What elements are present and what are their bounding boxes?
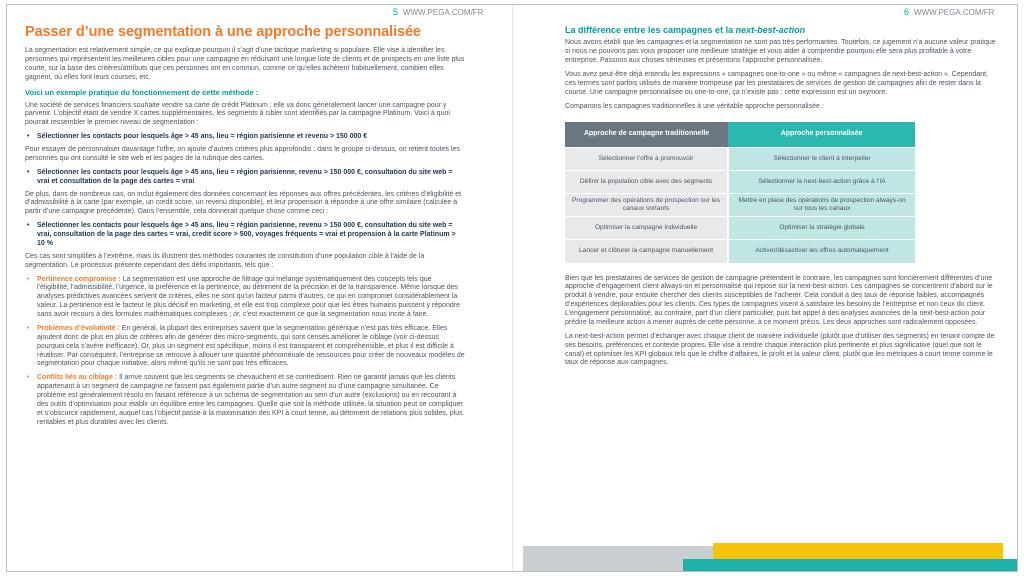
site-url: WWW.PEGA.COM/FR — [403, 8, 484, 17]
table-cell: Définir la population cible avec des segments — [565, 171, 728, 194]
criteria-item: • Sélectionner les contacts pour lesquels âge > 45 ans, lieu = région parisienne, revenu > 150 000 €, consultation du site web = vrai, consultation de la page des cartes = vrai, credit score > 500, voyages fréquents = vrai et propension à la carte Platinum > 10 % — [37, 222, 465, 249]
page-6 — [513, 5, 1018, 571]
paragraph: Ces cas sont simplifiés à l’extrême, mais ils illustrent des méthodes courantes de constitution d’une population cible à l’aide de la segmentation. Le processus présente cependant des défis importants, tels que : — [25, 252, 425, 269]
table-row — [565, 240, 915, 263]
column-header-traditional: Approche de campagne traditionnelle — [565, 122, 728, 148]
page-5 — [7, 5, 512, 571]
section-title-emphasis: next-best-action — [735, 25, 806, 35]
table-cell: Sélectionner la next-best-action grâce à l’IA — [728, 171, 915, 194]
table-cell: Activer/désactiver les offres automatiquement — [728, 240, 915, 263]
paragraph: Bien que les prestataires de services de gestion de campagne prétendent le contraire, les campagnes sont foncièrement différentes d’une approche d’engagement client always-on et personnalisé qui repose sur la next-best-action. Les campagnes se concentrent d’abord sur le produit à vendre, pour ensuite chercher des clients susceptibles de l’acheter. Cela conduit à des taux de réponse faibles, accompagnés d’expériences déplorables pour les clients. Ces types de campagnes visent à satisfaire les besoins de l’entreprise et non ceux du client. L’engagement personnalisé, au contraire, part d’un client particulier, puis fait appel à des analyses avancées de la next-best-action pour prédire la meilleure action à mener auprès de cette personne, à ce moment précis. Les deux approches sont radicalement opposées. — [565, 274, 993, 326]
issue-text: En général, la plupart des entreprises savent que la segmentation générique n’est pas très efficace. Elles ajoutent donc de plus en plus de critères afin de générer des micro-segments, qui sont censés améliorer le ciblage (voir ci-dessus pourquoi cela s’avère inefficace). Or, plus un segment est spécifique, moins il est transparent et compréhensible, et plus il est difficile à réutiliser. Par conséquent, l’entreprise se retrouve à allouer une quantité phénoménale de ressources pour créer de nouveaux modèles de segmentation pour chaque initiative, alors même qu’ils ne sont pas très efficaces. — [37, 324, 465, 368]
page-header-right — [904, 7, 994, 17]
issue-text: Il arrive souvent que les segments se chevauchent et se contredisent. Rien ne garantit jamais que les clients appartenant à un segment de campagne ne fassent pas également partie d’un autre segment ou d’une campagne simultanée. Ce problème est généralement résolu en faisant référence à un schéma de segmentation au sein d’un autre (exclusions) ou en recourant à des outils d’optimisation pour établir un équilibre entre les campagnes. Quelle que soit la méthode utilisée, la situation peut se compliquer et s’obscurcir rapidement, auquel cas l’objectif passe à la maximisation des KPI à court terme, au détriment de relations plus solides, plus rentables et plus durables avec les clients. — [37, 374, 463, 426]
intro-paragraph: La segmentation est relativement simple, ce qui explique pourquoi il s’agit d’une tactique marketing si populaire. Elle vise à identifier les personnes qui représentent les meilleures cibles pour une campagne en réduisant une longue liste de clients et de prospects en une liste plus courte, sur la base des critères/attributs que ces personnes ont en commun, comme ce qu’elles achètent habituellement, combien elles gagnent, où elles font leurs courses, etc. — [25, 47, 465, 82]
table-cell: Sélectionner l’offre à promouvoir — [565, 148, 728, 171]
table-row — [565, 148, 915, 171]
table-cell: Optimiser la stratégie globale — [728, 217, 915, 240]
table-cell: Programmer des opérations de prospection sur les canaux sortants — [565, 194, 728, 217]
paragraph: Une société de services financiers souhaite vendre sa carte de crédit Platinum ; elle va donc généralement lancer une campagne pour y parvenir. L’objectif étant de vendre X cartes supplémentaires, les segments à cibler sont identifiés par la campagne Platinum. Voici à quoi pourrait ressembler le premier niveau de segmentation : — [25, 101, 450, 127]
document-spread — [6, 4, 1018, 572]
comparison-table — [565, 122, 915, 263]
page-6-content — [565, 25, 997, 373]
criteria-item: • Sélectionner les contacts pour lesquels âge > 45 ans, lieu = région parisienne, revenu > 150 000 €, consultation du site web = vrai et consultation de la page des cartes = vrai — [37, 169, 465, 187]
paragraph: Vous avez peut-être déjà entendu les expressions « campagnes one-to-one » ou même « campagnes de next-best-action ». Cependant, ces termes sont parfois utilisés de manière trompeuse par les prestataires de services de gestion de campagnes afin de rester dans la course. Une campagne personnalisée ou one-to-one, ça n’existe pas : cette expression est un oxymore. — [565, 71, 988, 96]
section-title — [565, 25, 997, 36]
table-cell: Mettre en place des opérations de prospection always-on sur tous les canaux — [728, 194, 915, 217]
paragraph: Comparons les campagnes traditionnelles à une véritable approche personnalisée : — [565, 102, 824, 110]
decorative-band-teal — [683, 559, 1018, 571]
issue-lead: Pertinence compromise : — [37, 275, 121, 283]
page-title: Passer d’une segmentation à une approche personnalisée — [25, 24, 421, 40]
paragraph: Pour essayer de personnaliser davantage l’offre, on ajoute d’autres critères plus approfondis : dans le groupe ci-dessus, on retient toutes les personnes qui ont consulté le site web et les pages de la rubrique des cartes. — [25, 146, 460, 162]
table-row — [565, 171, 915, 194]
criteria-item: • Sélectionner les contacts pour lesquels âge > 45 ans, lieu = région parisienne et revenu > 150 000 € — [37, 133, 465, 142]
issue-text: La segmentation est une approche de filtrage qui mélange systématiquement des concepts tels que l’éligibilité, l’admissibilité, l’urgence, la préférence et la pertinence, au détriment de la précision et de la transparence. Même lorsque des analyses prédictives avancées servent de critères, elles ne sont qu’un facteur parmi d’autres, ce qui en compromet considérablement la valeur. La pertinence est le facteur le plus décisif en marketing, et elle est trop complexe pour que les êtres humains puissent y répondre sans avoir recours à des formules mathématiques complexes ; or, c’est exactement ce que la segmentation nous incite à faire. — [37, 275, 460, 319]
table-header-row — [565, 122, 915, 148]
paragraph: La next-best-action permet d’échanger avec chaque client de manière individuelle (plutôt que d’utiliser des segments) en tenant compte de ses besoins, préférences et contexte propres. Elle vise à rendre chaque interaction plus pertinente et plus significative (quel que soit le canal) et optimiser les KPI globaux tels que le chiffre d’affaires, le profit et la valeur client, plutôt que les métriques à court terme comme le taux de réponse aux campagnes. — [565, 332, 995, 367]
site-url: WWW.PEGA.COM/FR — [914, 8, 995, 17]
section-title-text: La différence entre les campagnes et la — [565, 25, 736, 35]
issue-lead: Problèmes d’évolutivité : — [37, 324, 120, 332]
table-row — [565, 217, 915, 240]
page-5-content — [25, 23, 465, 433]
issue-item — [37, 374, 465, 427]
page-number: 6 — [904, 7, 910, 17]
table-cell: Lancer et clôturer la campagne manuellement — [565, 240, 728, 263]
paragraph: De plus, dans de nombreux cas, on inclut également des données concernant les réponses aux offres précédentes, les critères d’éligibilité et d’admissibilité à la carte (par exemple, un credit score, un revenu disponible), et leur propension à répondre à une offre similaire (calculée à partir d’une campagne précédente). Dans l’ensemble, cela donnerait quelque chose comme ceci : — [25, 190, 462, 216]
example-heading: Voici un exemple pratique du fonctionnement de cette méthode : — [25, 87, 259, 97]
issue-item — [37, 276, 465, 320]
page-number: 5 — [393, 7, 399, 17]
page-header-left — [393, 7, 483, 17]
issue-item — [37, 325, 465, 369]
table-cell: Sélectionner le client à interpeller — [728, 148, 915, 171]
table-cell: Optimiser la campagne individuelle — [565, 217, 728, 240]
issue-lead: Conflits liés au ciblage : — [37, 374, 118, 382]
paragraph: Nous avons établi que les campagnes et la segmentation ne sont pas très performantes. Toutefois, ce jugement n’a aucune valeur pratique si nous ne pouvons pas vous proposer une meilleure stratégie et vous aider à comprendre pourquoi elle sera plus profitable à votre entreprise. Passons aux choses sérieuses et présentons l’approche personnalisée. — [565, 39, 996, 65]
table-row — [565, 194, 915, 217]
column-header-personalized: Approche personnalisée — [728, 122, 915, 148]
